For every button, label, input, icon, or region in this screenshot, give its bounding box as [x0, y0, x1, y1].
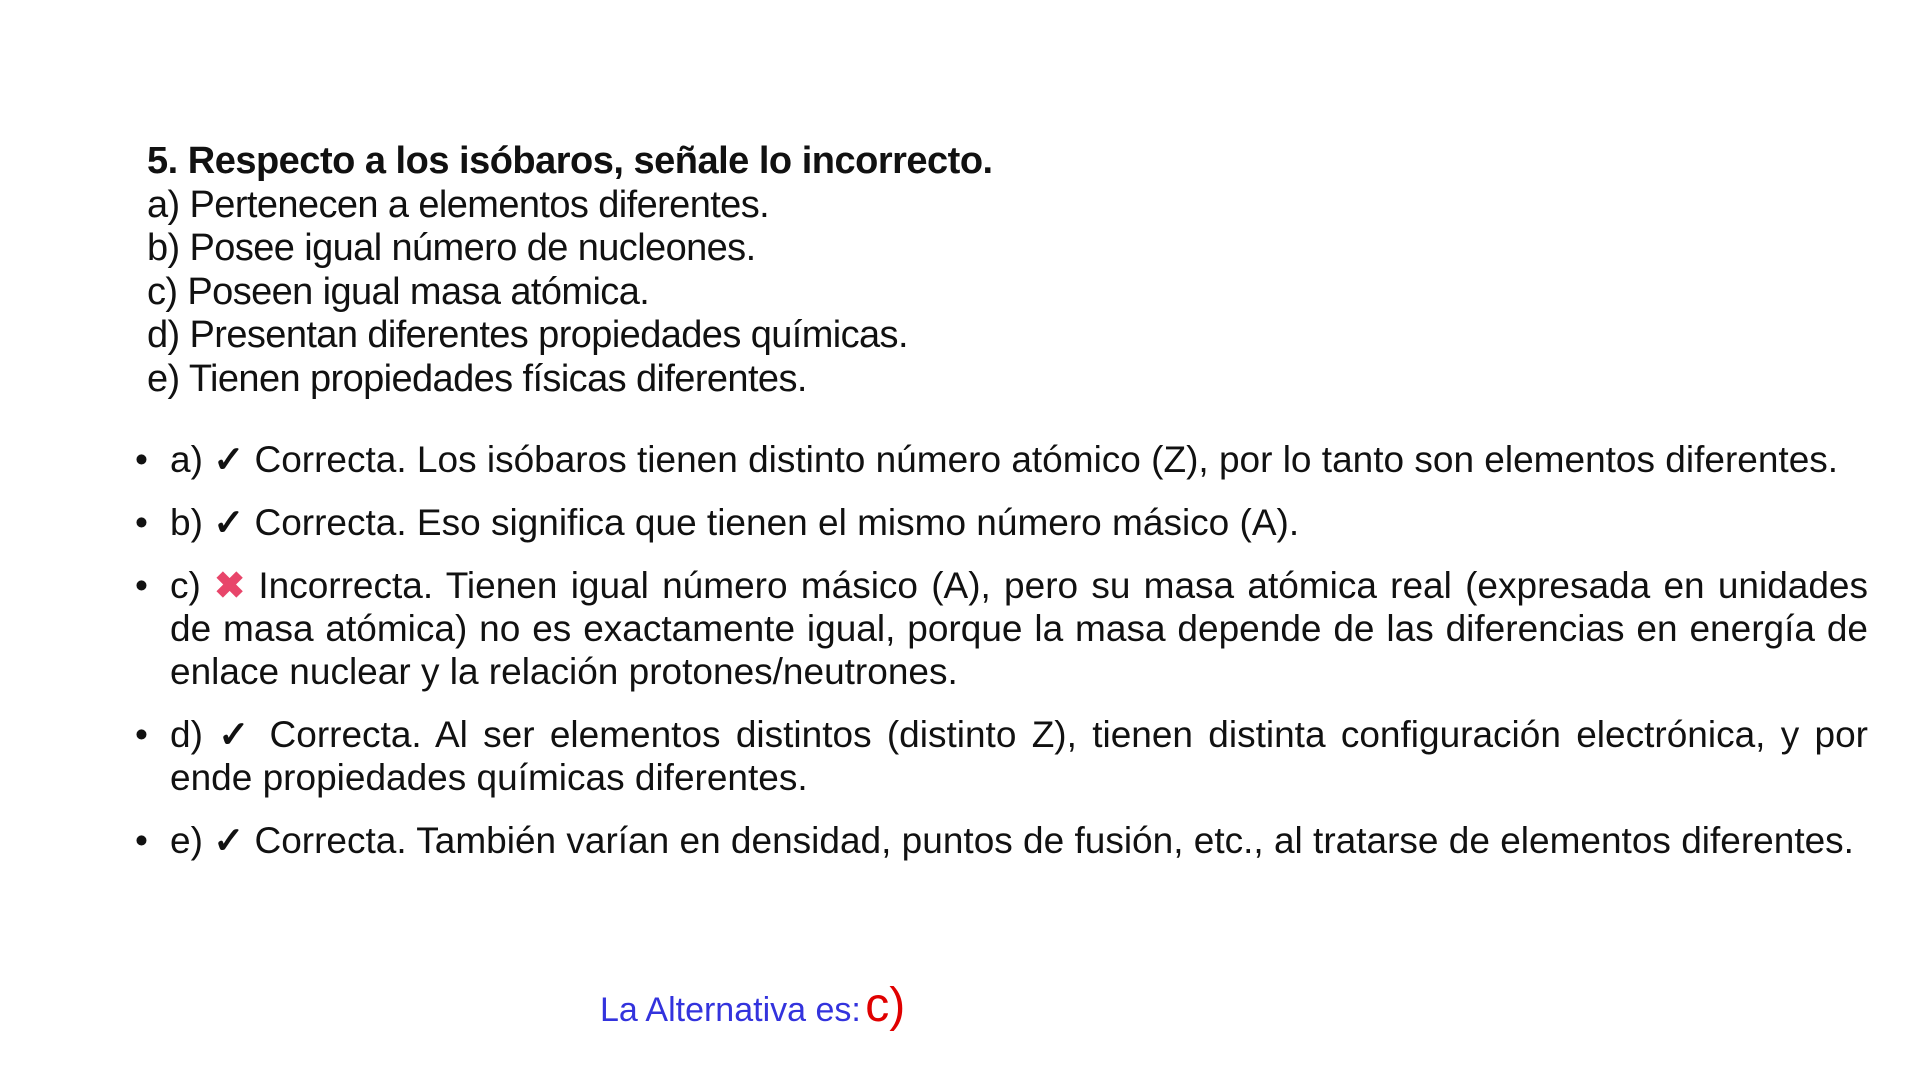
check-icon: ✓: [213, 502, 245, 543]
option-a: a) Pertenecen a elementos diferentes.: [147, 183, 770, 226]
option-c: c) Poseen igual masa atómica.: [147, 270, 650, 313]
answer-a: • a) ✓ Correcta. Los isóbaros tienen distinto número atómico (Z), por lo tanto son elementos diferentes.: [135, 439, 1839, 480]
answer-d: • d) ✓ Correcta. Al ser elementos distintos (distinto Z), tienen distinta configuración electrónica, y por ende propiedades químicas diferentes.: [135, 714, 1868, 798]
bullet: •: [135, 439, 148, 480]
bullet: •: [135, 502, 148, 543]
question-title: 5. Respecto a los isóbaros, señale lo incorrecto.: [147, 140, 993, 182]
check-icon: ✓: [213, 439, 245, 480]
final-answer-value: c): [865, 979, 906, 1032]
question-block: [147, 140, 993, 401]
bullet: •: [135, 565, 148, 606]
bullet: •: [135, 714, 148, 755]
answer-e: • e) ✓ Correcta. También varían en densidad, puntos de fusión, etc., al tratarse de elementos diferentes.: [135, 820, 1854, 861]
option-e: e) Tienen propiedades físicas diferentes.: [147, 357, 807, 400]
answer-c: • c) ✖ Incorrecta. Tienen igual número másico (A), pero su masa atómica real (expresada en unidades de masa atómica) no es exactamente igual, porque la masa depende de las diferencias en energía de enlace nuclear y la relación protones/neutrones.: [135, 565, 1869, 692]
final-answer: [600, 978, 905, 1033]
bullet: •: [135, 820, 148, 861]
final-answer-label: La Alternativa es:: [600, 991, 861, 1029]
cross-icon: ✖: [214, 565, 246, 606]
answer-b: • b) ✓ Correcta. Eso significa que tienen el mismo número másico (A).: [135, 502, 1300, 543]
answers-list: [135, 438, 1868, 882]
option-b: b) Posee igual número de nucleones.: [147, 227, 756, 269]
check-icon: ✓: [218, 714, 255, 755]
option-d: d) Presentan diferentes propiedades químicas.: [147, 314, 908, 356]
check-icon: ✓: [213, 820, 245, 861]
